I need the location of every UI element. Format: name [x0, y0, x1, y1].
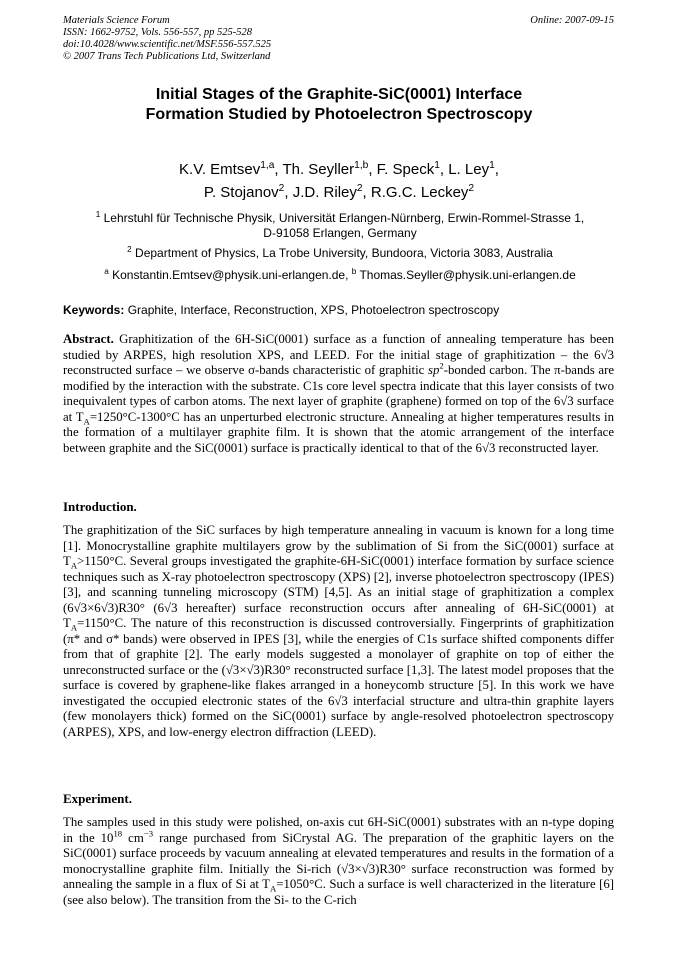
author-name: K.V. Emtsev [179, 161, 261, 178]
journal-name: Materials Science Forum [63, 15, 170, 26]
author-affiliation-mark: 1,a [260, 160, 275, 171]
author-name: J.D. Riley [292, 184, 357, 201]
affiliation-mark: 1 [95, 210, 101, 219]
subscript: A [70, 560, 78, 571]
abstract-text: =1250°C-1300°C has an unperturbed electronic structure. Annealing at higher temperatures results in the formation of a multilayer graphite film. It is shown that the atomic arrangement of the interface between graphite and the SiC(0001) surface is practically identical to that of the 6√3 reconstructed layer. [63, 409, 614, 455]
introduction-paragraph [63, 523, 614, 740]
introduction-text: >1150°C. Several groups investigated the graphite-6H-SiC(0001) interface formation by surface science techniques such as X-ray photoelectron spectroscopy (XPS) [2], inverse photoelectron spectroscopy (IPES) [3], and scanning tunneling microscopy (STM) [4,5]. As an initial stage of graphitization a complex (6√3×6√3)R30° (6√3 hereafter) surface reconstruction occurs after annealing of 6H-SiC(0001) at T [63, 554, 614, 630]
email-mark: a [104, 267, 109, 276]
superscript: 18 [113, 828, 123, 839]
author-affiliation-mark: 2 [278, 183, 285, 194]
abstract-text: -bonded carbon. The π-bands are modified by the interaction with the substrate. C1s core level spectra indicate that this layer consists of two inequivalent types of carbon atoms. The next layer of graphite (graphene) formed on top of the 6√3 surface at T [63, 363, 615, 424]
keywords-label: Keywords: [63, 303, 125, 317]
author-line-1: K.V. Emtsev$^{1,a}$, Th. Seyller$^{1,b}$, F. Speck$^1$, L. Ley$^1$, [179, 160, 499, 178]
email-link[interactable]: Thomas.Seyller@physik.uni-erlangen.de [359, 268, 576, 282]
superscript: 2 [439, 360, 444, 371]
abstract-text: sp [427, 363, 440, 377]
author-affiliation-mark: 2 [468, 183, 475, 194]
abstract [63, 332, 614, 456]
author-name: P. Stojanov [203, 184, 279, 201]
author-line-2: P. Stojanov$^2$, J.D. Riley$^2$, R.G.C. Leckey$^2$ [203, 183, 475, 201]
author-affiliation-mark: 1 [434, 160, 440, 171]
affiliation-mark: 2 [127, 245, 132, 254]
journal-header [63, 15, 271, 63]
section-heading-experiment: Experiment. [63, 791, 132, 806]
title-line-2: Formation Studied by Photoelectron Spectroscopy [145, 106, 533, 123]
online-date: Online: 2007-09-15 [530, 15, 614, 26]
affiliation-text: D-91058 Erlangen, Germany [263, 226, 417, 240]
affiliation-1 [70, 211, 610, 241]
experiment-text: cm [122, 830, 144, 845]
introduction-text: The graphitization of the SiC surfaces by high temperature annealing in vacuum is known for a long time [1]. Monocrystalline graphite multilayers grow by the sublimation of Si from the SiC(0001) surface at T [63, 523, 614, 568]
affiliation-text: Department of Physics, La Trobe University, Bundoora, Victoria 3083, Australia [135, 246, 553, 260]
section-heading-introduction: Introduction. [63, 499, 137, 514]
affiliation-text: Lehrstuhl für Technische Physik, Universität Erlangen-Nürnberg, Erwin-Rommel-Strasse 1, [103, 211, 585, 225]
subscript: A [269, 883, 277, 894]
author-name: R.G.C. Leckey [370, 184, 469, 201]
author-name: L. Ley [448, 161, 490, 178]
experiment-text: range purchased from SiCrystal AG. The preparation of the graphitic layers on the SiC(0001) surface proceeds by vacuum annealing at elevated temperatures and results in the formation of a monocrystalline graphite film. Initially the Si-rich (√3×√3)R30° surface reconstruction was formed by annealing the sample in a flux of Si at T [63, 830, 614, 891]
paper-title [0, 85, 678, 125]
superscript: −3 [143, 828, 154, 839]
email-mark: b [351, 267, 357, 276]
author-affiliation-mark: 1,b [354, 160, 369, 171]
email-line [70, 268, 610, 283]
author-name: F. Speck [376, 161, 435, 178]
author-affiliation-mark: 1 [489, 160, 495, 171]
author-affiliation-mark: 2 [356, 183, 363, 194]
subscript: A [70, 622, 78, 633]
abstract-text: Graphitization of the 6H-SiC(0001) surface as a function of annealing temperature has been studied by ARPES, high resolution XPS, and LEED. For the initial stage of graphitization – the 6√3 reconstructed surface – we observe σ-bands characteristic of graphitic [63, 332, 614, 377]
doi-line: doi:10.4028/www.scientific.net/MSF.556-557.525 [63, 39, 272, 50]
email-link[interactable]: Konstantin.Emtsev@physik.uni-erlangen.de, [112, 268, 349, 282]
keywords-text: Graphite, Interface, Reconstruction, XPS, Photoelectron spectroscopy [127, 303, 500, 317]
abstract-label: Abstract. [63, 332, 114, 346]
title-line-1: Initial Stages of the Graphite-SiC(0001) Interface [155, 86, 523, 103]
copyright-line: © 2007 Trans Tech Publications Ltd, Switzerland [63, 51, 271, 62]
author-name: Th. Seyller [282, 161, 355, 178]
experiment-text: The samples used in this study were polished, on-axis cut 6H-SiC(0001) substrates with an n-type doping in the 10 [63, 815, 614, 845]
introduction-text: =1150°C. The nature of this reconstruction is discussed controversially. Fingerprints of graphitization (π* and σ* bands) were observed in IPES [3], while the energies of C1s surface shifted components differ from that of graphite [2]. The early models suggested a monolayer of graphite on top of either the unreconstructed surface or the (√3×√3)R30° reconstructed surface [1,3]. The latest model proposes that the surface is covered by graphene-like flakes arranged in a honeycomb structure [5]. In this work we have investigated the occupied electronic states of the 6√3 interfacial structure and ultra-thin graphite layers (few monolayers thick) formed on the SiC(0001) surface by angle-resolved photoelectron spectroscopy (ARPES), XPS, and low-energy electron diffraction (LEED). [63, 616, 614, 739]
experiment-paragraph [63, 815, 614, 908]
issn-line: ISSN: 1662-9752, Vols. 556-557, pp 525-528 [63, 27, 252, 38]
experiment-text: =1050°C. Such a surface is well characterized in the literature [6] (see also below). The transition from the Si- to the C-rich [63, 877, 614, 907]
author-list [0, 158, 678, 204]
keywords [63, 303, 499, 317]
affiliation-2 [70, 246, 610, 261]
subscript: A [83, 416, 90, 427]
